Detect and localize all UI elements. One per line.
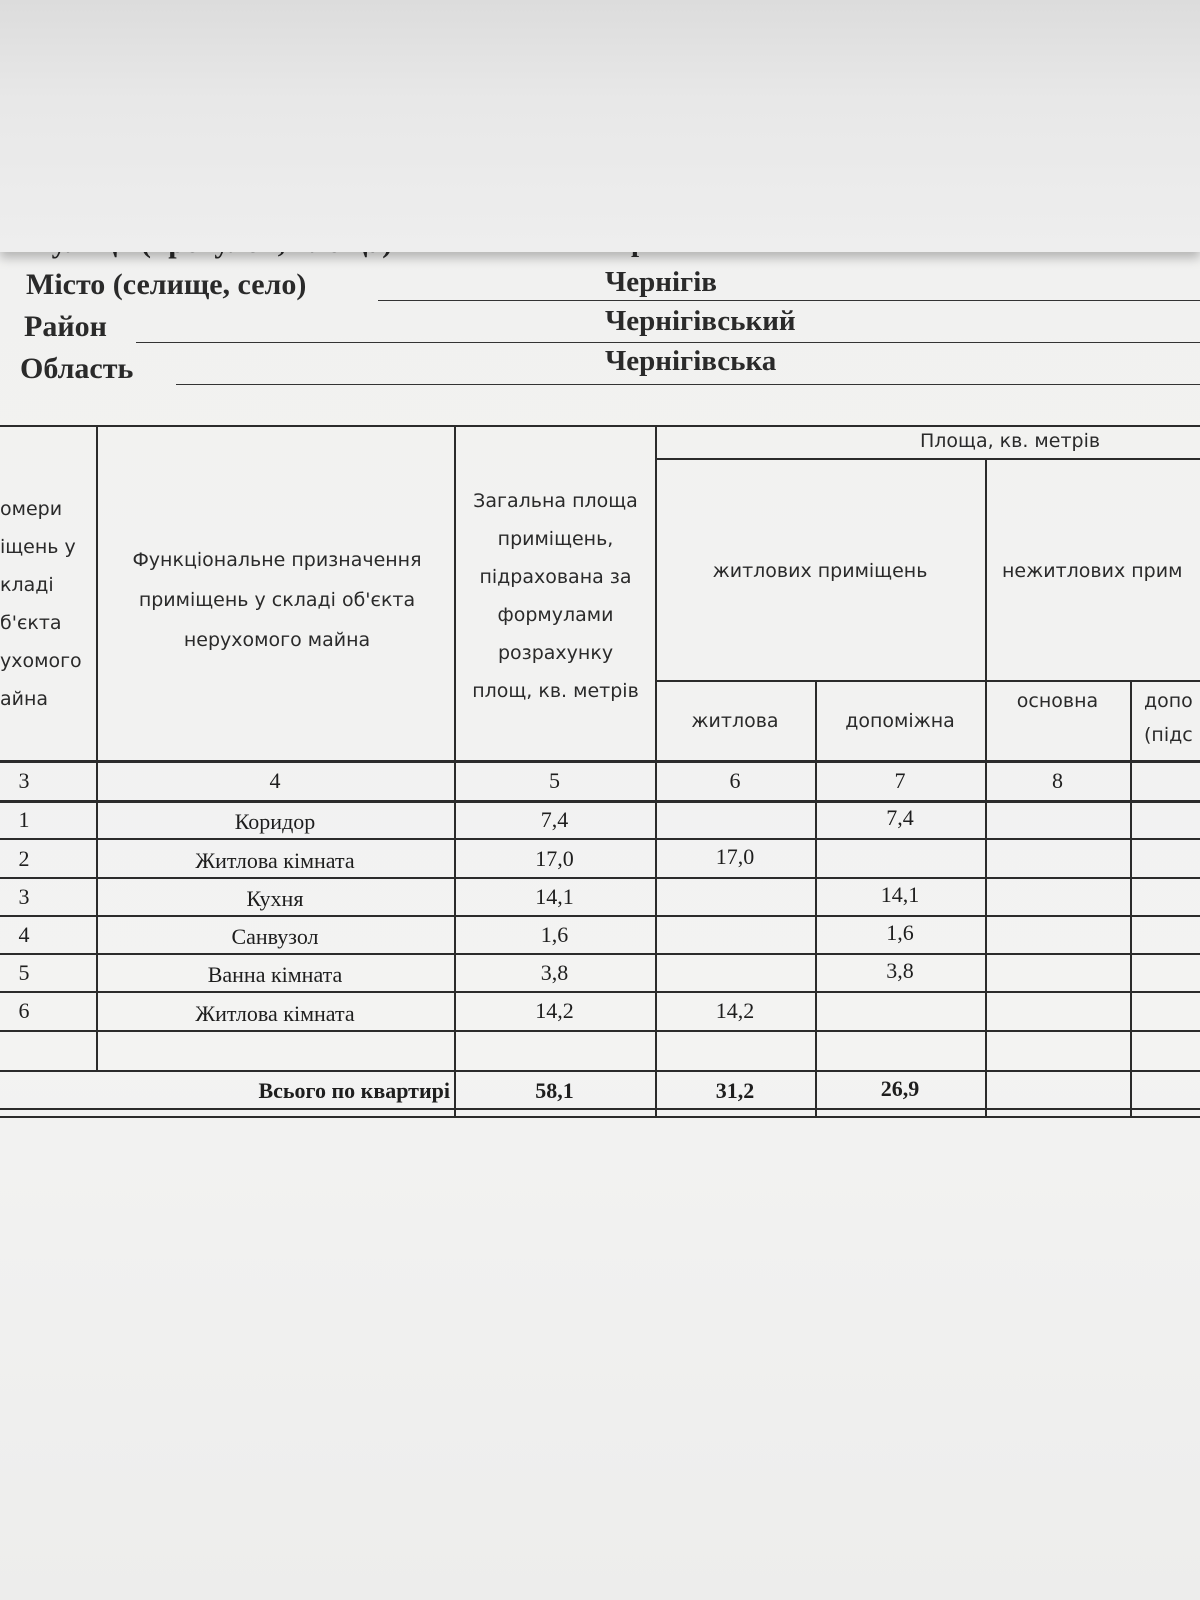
- row-number: 6: [18, 998, 30, 1023]
- aux-area: 1,6: [886, 920, 914, 945]
- header-function-line: приміщень у складі об'єкта: [138, 589, 416, 611]
- header-total-area: [456, 482, 655, 710]
- aux-area: 7,4: [886, 805, 914, 830]
- room-name: Житлова кімната: [195, 848, 355, 873]
- row-number: 1: [18, 807, 30, 832]
- total-area: 14,2: [535, 998, 574, 1023]
- room-name: Санвузол: [231, 924, 319, 949]
- total-sum: 58,1: [535, 1078, 574, 1103]
- header-living: житлова: [691, 710, 779, 732]
- region-label: Область: [20, 352, 134, 385]
- header-room-numbers-line: іщень у: [0, 536, 76, 558]
- header-area-group: Площа, кв. метрів: [920, 430, 1101, 452]
- header-nonliving-group: нежитлових прим: [1002, 560, 1183, 582]
- column-number: 3: [18, 768, 30, 793]
- column-number: 6: [729, 768, 741, 793]
- header-function-line: Функціональне призначення: [132, 549, 422, 571]
- header-room-numbers-line: кладі: [0, 574, 54, 596]
- column-number: 4: [269, 768, 281, 793]
- aux-area: 14,1: [880, 882, 920, 907]
- living-area: 14,2: [715, 998, 755, 1023]
- header-main: основна: [1016, 690, 1099, 712]
- header-total-area-line: приміщень,: [497, 528, 614, 550]
- header-room-numbers-line: б'єкта: [0, 612, 62, 634]
- room-name: Житлова кімната: [195, 1001, 355, 1026]
- header-aux2-line: допо: [1144, 690, 1193, 712]
- total-area: 14,1: [535, 884, 574, 909]
- total-area: 7,4: [540, 807, 569, 832]
- header-total-area-line: розрахунку: [497, 642, 614, 664]
- row-number: 4: [18, 922, 30, 947]
- header-room-numbers-line: ухомого: [0, 650, 82, 672]
- column-number: 5: [549, 768, 560, 793]
- room-name: Кухня: [246, 886, 304, 911]
- row-number: 5: [18, 960, 30, 985]
- city-label: Місто (селище, село): [26, 268, 307, 301]
- header-aux2-line: (підс: [1144, 724, 1193, 746]
- room-name: Коридор: [234, 809, 316, 834]
- header-living-group: житлових приміщень: [712, 560, 928, 582]
- header-total-area-line: площ, кв. метрів: [472, 680, 639, 702]
- header-total-area-line: Загальна площа: [473, 490, 638, 512]
- region-value: Чернігівська: [605, 345, 777, 377]
- header-room-numbers-line: омери: [0, 498, 63, 520]
- total-living: 31,2: [715, 1078, 755, 1103]
- total-aux: 26,9: [880, 1076, 920, 1101]
- header-auxiliary: допоміжна: [845, 710, 955, 732]
- column-number: 8: [1052, 768, 1063, 793]
- row-number: 3: [18, 884, 30, 909]
- header-function-line: нерухомого майна: [183, 629, 371, 651]
- header-total-area-line: підрахована за: [479, 566, 632, 588]
- header-room-numbers: [0, 490, 96, 718]
- district-value: Чернігівський: [605, 305, 796, 337]
- total-label: Всього по квартирі: [258, 1078, 450, 1103]
- header-total-area-line: формулами: [497, 604, 614, 626]
- total-area: 1,6: [540, 922, 569, 947]
- total-area: 3,8: [540, 960, 569, 985]
- header-room-numbers-line: айна: [0, 688, 49, 710]
- header-function: [100, 540, 454, 660]
- living-area: 17,0: [715, 844, 755, 869]
- column-number: 7: [894, 768, 906, 793]
- city-value: Чернігів: [605, 266, 717, 298]
- row-number: 2: [18, 846, 30, 871]
- room-name: Ванна кімната: [207, 962, 343, 987]
- district-label: Район: [24, 310, 107, 343]
- header-aux2: [1144, 682, 1200, 754]
- aux-area: 3,8: [886, 958, 914, 983]
- total-area: 17,0: [535, 846, 574, 871]
